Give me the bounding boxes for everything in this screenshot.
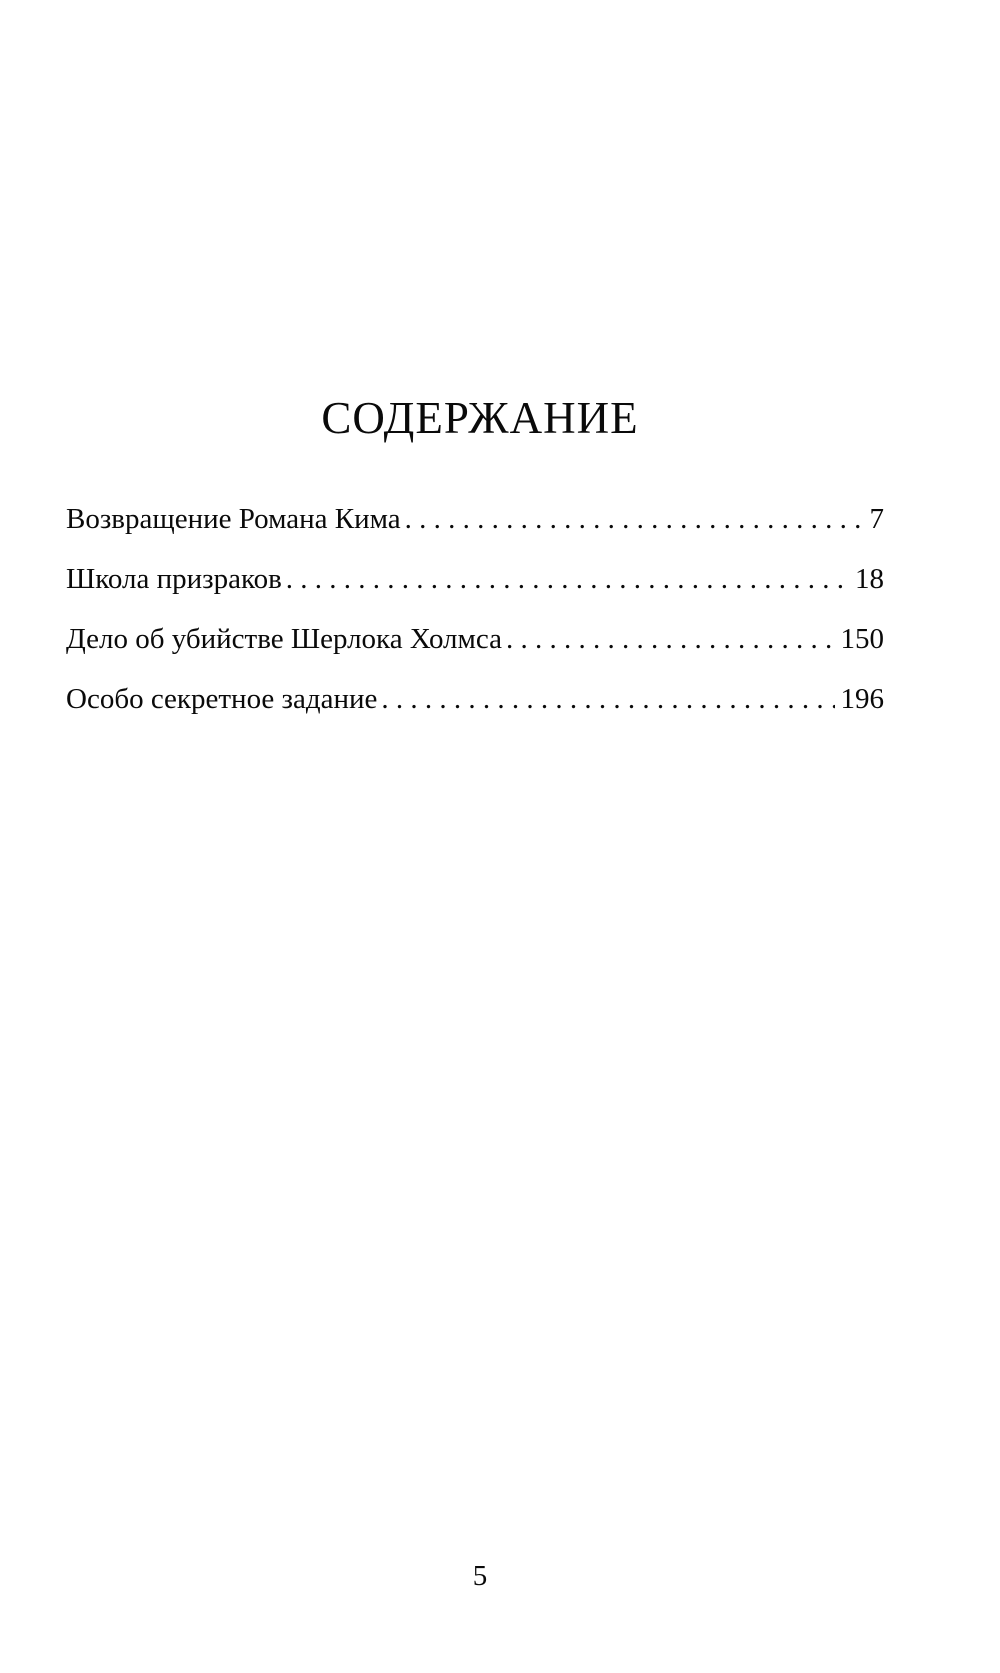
toc-entry: [66, 500, 884, 560]
toc-entry: [66, 560, 884, 620]
dot-leader: [405, 500, 864, 538]
toc-entry: [66, 680, 884, 740]
dot-leader: [381, 680, 834, 718]
toc-entry-title: Возвращение Романа Кима: [66, 503, 401, 535]
toc-entry-page: 150: [840, 623, 884, 655]
dot-leader: [286, 560, 849, 598]
toc-entry-title: Особо секретное задание: [66, 683, 378, 715]
toc-entry-page: 18: [855, 563, 884, 595]
toc-entry-title: Дело об убийстве Шерлока Холмса: [66, 623, 502, 655]
page-title: СОДЕРЖАНИЕ: [321, 393, 639, 443]
toc-entry-title: Школа призраков: [66, 563, 282, 595]
page-number: 5: [472, 1560, 488, 1592]
dot-leader: [506, 620, 835, 658]
table-of-contents: [66, 500, 884, 740]
toc-entry: [66, 620, 884, 680]
toc-entry-page: 7: [869, 503, 884, 535]
toc-entry-page: 196: [840, 683, 884, 715]
